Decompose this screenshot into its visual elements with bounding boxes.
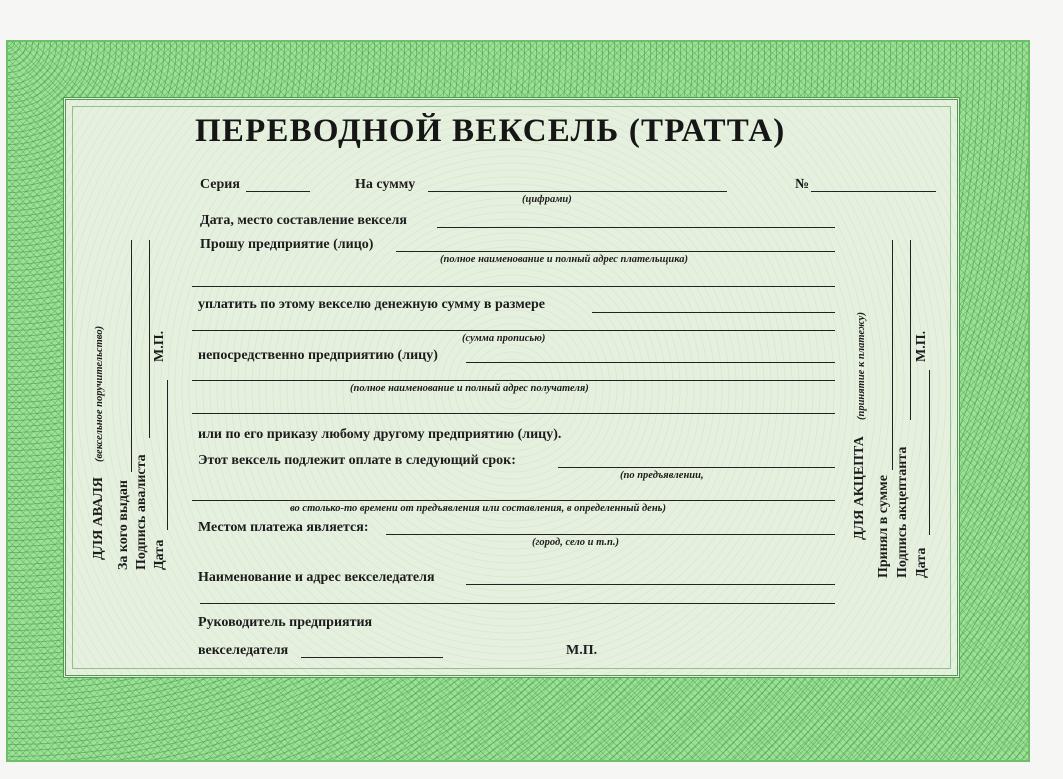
term-label: Этот вексель подлежит оплате в следующий срок: xyxy=(198,453,516,468)
accept-signature-field[interactable] xyxy=(910,240,911,420)
aval-subtitle: (вексельное поручительство) xyxy=(94,325,105,462)
aval-signature-field[interactable] xyxy=(149,240,150,438)
accept-subtitle: (принятие к платежу) xyxy=(856,312,867,420)
receiver-hint: (полное наименование и полный адрес получателя) xyxy=(350,383,589,394)
accept-date-field[interactable] xyxy=(929,370,930,535)
payer-label: Прошу предприятие (лицо) xyxy=(200,237,374,252)
head-label: Руководитель предприятия xyxy=(198,615,373,630)
aval-for-whom-label: За кого выдан xyxy=(116,480,131,570)
amount-label: На сумму xyxy=(355,177,416,192)
form-title: ПЕРЕВОДНОЙ ВЕКСЕЛЬ (ТРАТТА) xyxy=(195,113,786,149)
drawer-field-2[interactable] xyxy=(200,603,835,604)
pay-amount-label: уплатить по этому векселю денежную сумму в размере xyxy=(198,297,545,312)
pay-amount-field-2[interactable] xyxy=(192,330,835,331)
place-hint: (город, село и т.п.) xyxy=(532,537,619,548)
aval-title: ДЛЯ АВАЛЯ xyxy=(91,477,106,560)
payer-hint: (полное наименование и полный адрес плательщика) xyxy=(440,254,689,265)
accept-date-label: Дата xyxy=(914,547,929,578)
aval-stamp-place: М.П. xyxy=(152,330,167,362)
accept-signature-label: Подпись акцептанта xyxy=(895,446,910,578)
payer-field[interactable] xyxy=(396,251,835,252)
accept-stamp-place: М.П. xyxy=(914,330,929,362)
aval-signature-label: Подпись авалиста xyxy=(134,454,149,570)
date-place-label: Дата, место составление векселя xyxy=(200,213,407,228)
term-hint-2: во столько-то времени от предъявления или составления, в определенный день) xyxy=(290,503,666,514)
term-field-2[interactable] xyxy=(192,500,835,501)
term-field[interactable] xyxy=(558,467,835,468)
drawer-sign-field[interactable] xyxy=(301,657,443,658)
number-label: № xyxy=(795,177,810,192)
drawer-sign-label: векселедателя xyxy=(198,643,289,658)
drawer-field[interactable] xyxy=(466,584,835,585)
accept-amount-field[interactable] xyxy=(892,240,893,470)
place-field[interactable] xyxy=(386,534,835,535)
receiver-field-2[interactable] xyxy=(192,380,835,381)
aval-date-label: Дата xyxy=(152,539,167,570)
words-hint: (сумма прописью) xyxy=(462,333,546,344)
receiver-field[interactable] xyxy=(466,362,835,363)
place-label: Местом платежа является: xyxy=(198,520,369,535)
pay-amount-field[interactable] xyxy=(592,312,835,313)
accept-title: ДЛЯ АКЦЕПТА xyxy=(852,436,867,540)
accept-amount-label: Принял в сумме xyxy=(876,475,891,578)
number-field[interactable] xyxy=(811,191,936,192)
or-order-text: или по его приказу любому другому предприятию (лицу). xyxy=(198,427,562,442)
amount-field[interactable] xyxy=(428,191,727,192)
term-hint-1: (по предъявлении, xyxy=(620,470,704,481)
drawer-label: Наименование и адрес векселедателя xyxy=(198,570,435,585)
date-place-field[interactable] xyxy=(437,227,835,228)
aval-date-field[interactable] xyxy=(167,380,168,530)
stamp-place: М.П. xyxy=(566,643,598,658)
series-label: Серия xyxy=(200,177,240,192)
payer-field-2[interactable] xyxy=(192,286,835,287)
receiver-label: непосредственно предприятию (лицу) xyxy=(198,348,438,363)
amount-hint: (цифрами) xyxy=(522,194,572,205)
receiver-field-3[interactable] xyxy=(192,413,835,414)
aval-for-whom-field[interactable] xyxy=(131,240,132,472)
series-field[interactable] xyxy=(246,191,310,192)
